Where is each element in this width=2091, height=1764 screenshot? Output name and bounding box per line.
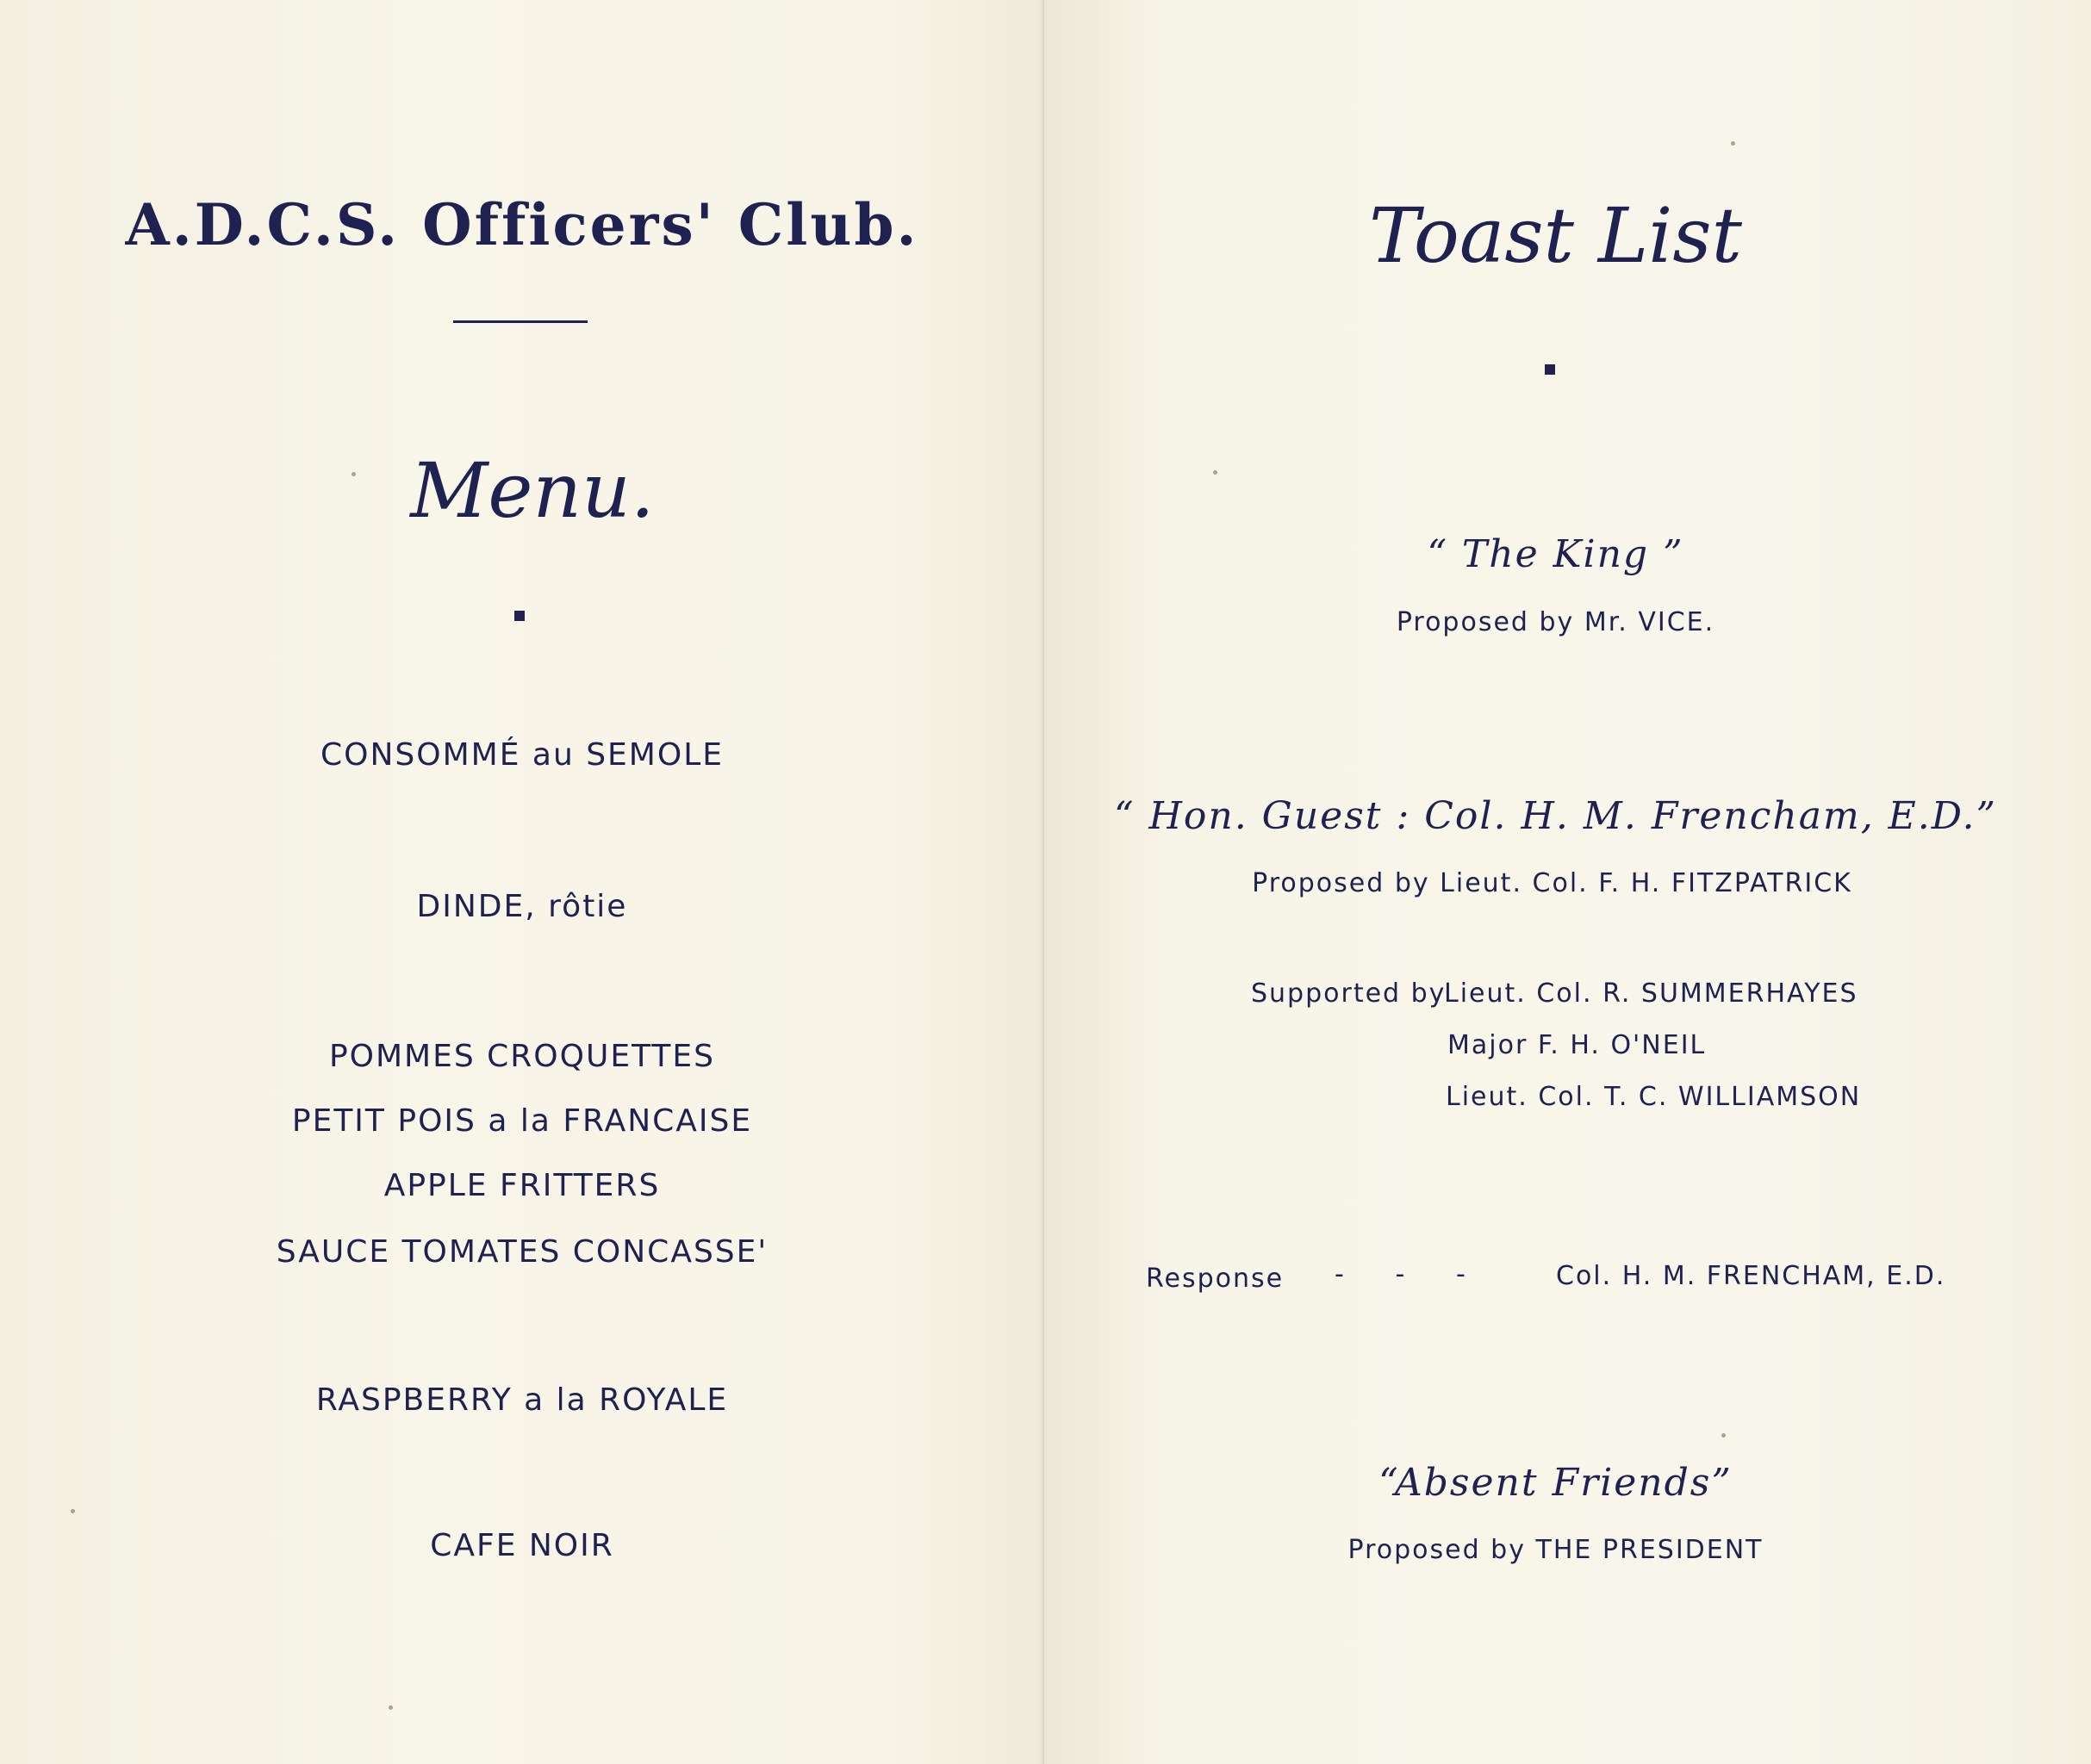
paper-speck (1213, 470, 1217, 475)
toast-guest-proposer: Proposed by Lieut. Col. F. H. FITZPATRICK (1252, 868, 1852, 898)
paper-speck (1721, 1433, 1726, 1438)
supported-label: Supported by (1251, 978, 1447, 1009)
response-name: Col. H. M. FRENCHAM, E.D. (1556, 1261, 1946, 1291)
course-sauce: SAUCE TOMATES CONCASSE' (276, 1234, 769, 1270)
menu-bullet (514, 611, 525, 621)
menu-title: Menu. (410, 446, 655, 535)
paper-speck (389, 1705, 393, 1710)
toast-bullet (1545, 364, 1555, 375)
toast-guest-title: “ Hon. Guest : Col. H. M. Frencham, E.D.” (1114, 794, 1997, 838)
toast-page (1044, 0, 2091, 1764)
title-rule (453, 320, 588, 323)
supporter-oneil: Major F. H. O'NEIL (1447, 1030, 1707, 1060)
course-cafe: CAFE NOIR (430, 1528, 614, 1563)
course-raspberry: RASPBERRY a la ROYALE (315, 1382, 729, 1418)
response-label: Response (1146, 1264, 1285, 1294)
course-dinde: DINDE, rôtie (416, 889, 628, 924)
response-dashes: - - - (1335, 1259, 1467, 1289)
toast-absent-proposer: Proposed by THE PRESIDENT (1347, 1535, 1764, 1565)
paper-speck (352, 472, 356, 476)
toast-absent-title: “Absent Friends” (1378, 1461, 1733, 1505)
course-pommes: POMMES CROQUETTES (328, 1039, 716, 1074)
course-petit-pois: PETIT POIS a la FRANCAISE (291, 1103, 753, 1139)
toast-list-title: Toast List (1369, 191, 1742, 280)
supporter-summerhayes: Lieut. Col. R. SUMMERHAYES (1444, 978, 1858, 1009)
paper-speck (1731, 141, 1735, 146)
toast-king-title: “ The King ” (1427, 532, 1684, 576)
supporter-williamson: Lieut. Col. T. C. WILLIAMSON (1446, 1082, 1862, 1112)
course-consomme: CONSOMMÉ au SEMOLE (320, 737, 725, 773)
paper-speck (71, 1509, 75, 1513)
menu-page (0, 0, 1044, 1764)
club-title: A.D.C.S. Officers' Club. (125, 191, 919, 258)
toast-king-proposer: Proposed by Mr. VICE. (1396, 607, 1715, 637)
course-apple-fritters: APPLE FRITTERS (383, 1168, 661, 1203)
